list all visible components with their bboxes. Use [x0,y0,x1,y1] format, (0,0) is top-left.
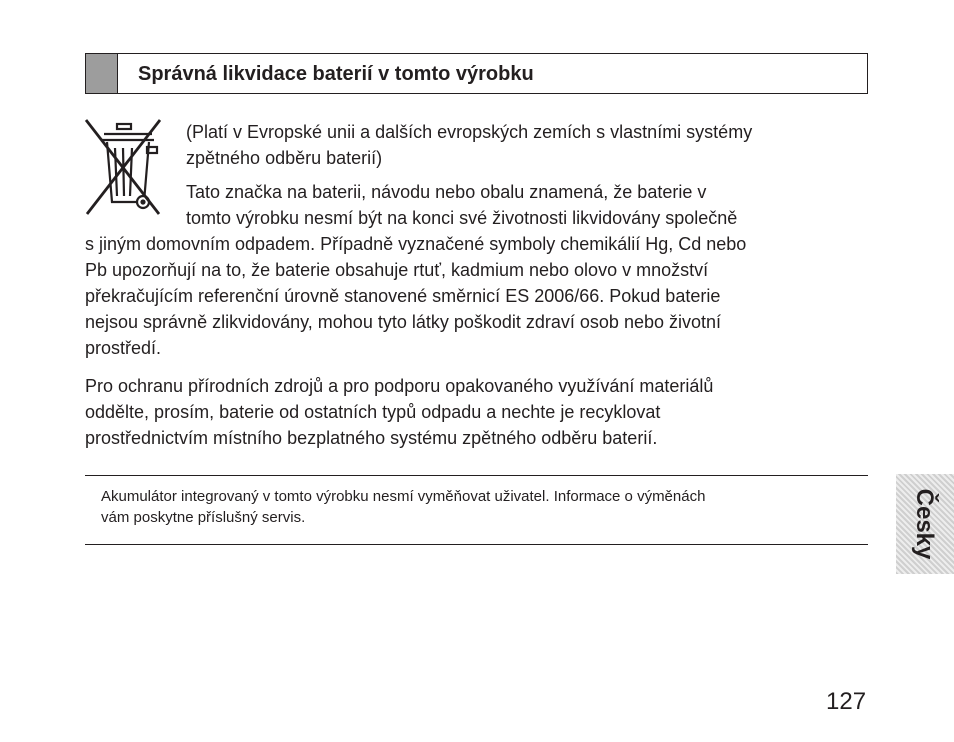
section-title: Správná likvidace baterií v tomto výrobku [138,63,534,85]
paragraph-meaning-bottom [85,231,746,361]
language-tab-label: Česky [911,488,938,560]
heading-marker [86,54,118,93]
text-line: překračujícím referenční úrovně stanovené směrnicí ES 2006/66. Pokud baterie [85,286,721,306]
text-line: Tato značka na baterii, návodu nebo obalu znamená, že baterie v [186,182,707,202]
text-line: s jiným domovním odpadem. Případně vyznačené symboly chemikálií Hg, Cd nebo [85,234,747,254]
text-line: (Platí v Evropské unii a dalších evropských zemích s vlastními systémy [186,122,753,142]
paragraph-meaning-top [186,179,737,231]
text-line: prostředí. [85,338,162,358]
paragraph-scope [186,119,752,171]
section-heading [85,53,868,94]
language-tab [896,474,954,574]
paragraph-recycling [85,373,713,451]
crossed-out-wheelie-bin-icon [83,118,163,216]
text-line: oddělte, prosím, baterie od ostatních typů odpadu a nechte je recyklovat [85,402,661,422]
text-line: tomto výrobku nesmí být na konci své životnosti likvidovány společně [186,208,738,228]
text-line: prostřednictvím místního bezplatného systému zpětného odběru baterií. [85,428,658,448]
text-line: Pro ochranu přírodních zdrojů a pro podporu opakovaného využívání materiálů [85,376,714,396]
text-line: vám poskytne příslušný servis. [101,509,306,526]
text-line: zpětného odběru baterií) [186,148,383,168]
text-line: nejsou správně zlikvidovány, mohou tyto látky poškodit zdraví osob nebo životní [85,312,722,332]
note-bottom-divider [85,544,868,545]
page-number: 127 [826,688,867,715]
text-line: Pb upozorňují na to, že baterie obsahuje rtuť, kadmium nebo olovo v množství [85,260,709,280]
note-top-divider [85,475,868,476]
note-text [101,486,705,528]
text-line: Akumulátor integrovaný v tomto výrobku nesmí vyměňovat uživatel. Informace o výměnách [101,488,706,505]
